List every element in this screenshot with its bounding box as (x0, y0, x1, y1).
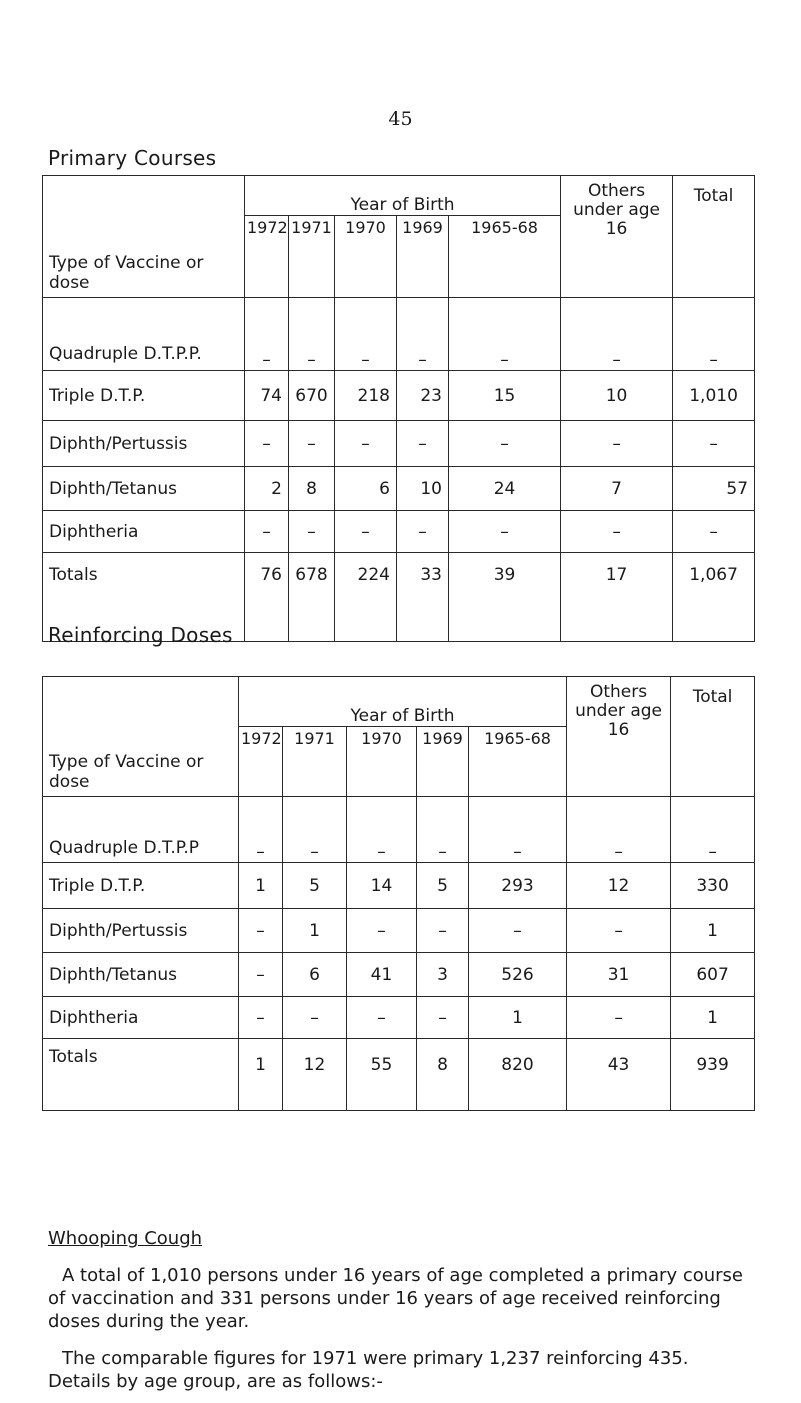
cell-value: – (449, 511, 561, 553)
cell-value: 218 (335, 371, 397, 421)
row-label: Diphtheria (43, 997, 239, 1039)
table-row (43, 298, 755, 371)
row-label: Diphth/Tetanus (43, 467, 245, 511)
cell-value: – (469, 797, 567, 863)
table-row (43, 511, 755, 553)
cell-value: – (561, 298, 673, 371)
cell-value: – (239, 997, 283, 1039)
cell-value: 57 (673, 467, 755, 511)
type-of-vaccine-header: Type of Vaccine or dose (43, 176, 245, 298)
cell-value: – (417, 909, 469, 953)
year-header: 1971 (289, 216, 335, 298)
cell-value: – (449, 298, 561, 371)
cell-value: – (245, 511, 289, 553)
cell-value: 678 (289, 553, 335, 642)
cell-value: – (561, 421, 673, 467)
cell-value: 939 (671, 1039, 755, 1111)
cell-value: 5 (417, 863, 469, 909)
table-row (43, 1039, 755, 1111)
table-row (43, 997, 755, 1039)
whooping-cough-heading: Whooping Cough (48, 1228, 203, 1249)
year-of-birth-header: Year of Birth (239, 677, 567, 727)
row-label: Triple D.T.P. (43, 863, 239, 909)
year-header: 1969 (397, 216, 449, 298)
cell-value: 39 (449, 553, 561, 642)
cell-value: 76 (245, 553, 289, 642)
cell-value: – (397, 511, 449, 553)
cell-value: – (397, 298, 449, 371)
cell-value: 33 (397, 553, 449, 642)
cell-value: 1 (469, 997, 567, 1039)
whooping-paragraph-1: A total of 1,010 persons under 16 years of age completed a primary course of vaccination and 331 persons under 16 years of age received reinforcing doses during the year. (48, 1265, 743, 1332)
cell-value: – (335, 421, 397, 467)
row-label: Diphth/Pertussis (43, 909, 239, 953)
cell-value: – (239, 797, 283, 863)
year-header: 1972 (245, 216, 289, 298)
row-label: Quadruple D.T.P.P (43, 797, 239, 863)
year-header: 1971 (283, 727, 347, 797)
cell-value: – (289, 298, 335, 371)
cell-value: 526 (469, 953, 567, 997)
cell-value: 41 (347, 953, 417, 997)
year-header: 1965-68 (469, 727, 567, 797)
cell-value: – (449, 421, 561, 467)
total-header: Total (673, 176, 755, 298)
year-header: 1972 (239, 727, 283, 797)
cell-value: 17 (561, 553, 673, 642)
cell-value: – (245, 421, 289, 467)
cell-value: – (673, 511, 755, 553)
table-row (43, 371, 755, 421)
reinforcing-doses-title: Reinforcing Doses (48, 623, 233, 647)
cell-value: – (671, 797, 755, 863)
cell-value: 6 (283, 953, 347, 997)
row-label: Quadruple D.T.P.P. (43, 298, 245, 371)
row-label: Triple D.T.P. (43, 371, 245, 421)
cell-value: 15 (449, 371, 561, 421)
cell-value: 23 (397, 371, 449, 421)
others-under-16-header: Others under age 16 (567, 677, 671, 797)
cell-value: 1 (239, 1039, 283, 1111)
cell-value: 8 (289, 467, 335, 511)
cell-value: – (673, 298, 755, 371)
row-label: Diphth/Pertussis (43, 421, 245, 467)
cell-value: – (567, 797, 671, 863)
cell-value: 3 (417, 953, 469, 997)
year-of-birth-header: Year of Birth (245, 176, 561, 216)
cell-value: 1 (671, 997, 755, 1039)
year-header: 1965-68 (449, 216, 561, 298)
cell-value: – (397, 421, 449, 467)
cell-value: – (469, 909, 567, 953)
cell-value: – (417, 997, 469, 1039)
page-number: 45 (388, 108, 413, 130)
primary-courses-table (42, 175, 755, 642)
cell-value: 1,010 (673, 371, 755, 421)
table-row (43, 863, 755, 909)
cell-value: 10 (397, 467, 449, 511)
cell-value: – (561, 511, 673, 553)
cell-value: 293 (469, 863, 567, 909)
row-label: Totals (43, 1039, 239, 1111)
cell-value: – (289, 421, 335, 467)
cell-value: 5 (283, 863, 347, 909)
table-row (43, 421, 755, 467)
row-label: Totals (43, 553, 245, 642)
cell-value: 6 (335, 467, 397, 511)
cell-value: 1 (671, 909, 755, 953)
whooping-paragraph-2: The comparable figures for 1971 were primary 1,237 reinforcing 435. Details by age group, are as follows:- (48, 1348, 689, 1392)
primary-courses-title: Primary Courses (48, 146, 217, 170)
cell-value: 820 (469, 1039, 567, 1111)
cell-value: 12 (283, 1039, 347, 1111)
cell-value: 1 (239, 863, 283, 909)
cell-value: – (417, 797, 469, 863)
cell-value: – (567, 997, 671, 1039)
cell-value: – (335, 511, 397, 553)
cell-value: 1 (283, 909, 347, 953)
cell-value: – (283, 797, 347, 863)
cell-value: – (673, 421, 755, 467)
cell-value: – (289, 511, 335, 553)
others-under-16-header: Others under age 16 (561, 176, 673, 298)
cell-value: 607 (671, 953, 755, 997)
cell-value: – (567, 909, 671, 953)
cell-value: 1,067 (673, 553, 755, 642)
table-row (43, 909, 755, 953)
cell-value: 24 (449, 467, 561, 511)
row-label: Diphtheria (43, 511, 245, 553)
cell-value: 14 (347, 863, 417, 909)
cell-value: 74 (245, 371, 289, 421)
total-header: Total (671, 677, 755, 797)
reinforcing-doses-table (42, 676, 755, 1111)
cell-value: 224 (335, 553, 397, 642)
cell-value: – (347, 909, 417, 953)
cell-value: – (239, 953, 283, 997)
cell-value: – (347, 797, 417, 863)
year-header: 1970 (335, 216, 397, 298)
cell-value: 7 (561, 467, 673, 511)
cell-value: 8 (417, 1039, 469, 1111)
cell-value: 43 (567, 1039, 671, 1111)
cell-value: – (283, 997, 347, 1039)
table-row (43, 467, 755, 511)
cell-value: 12 (567, 863, 671, 909)
year-header: 1970 (347, 727, 417, 797)
cell-value: – (347, 997, 417, 1039)
cell-value: 10 (561, 371, 673, 421)
row-label: Diphth/Tetanus (43, 953, 239, 997)
cell-value: – (239, 909, 283, 953)
cell-value: 31 (567, 953, 671, 997)
cell-value: 55 (347, 1039, 417, 1111)
table-row (43, 953, 755, 997)
cell-value: 670 (289, 371, 335, 421)
cell-value: – (335, 298, 397, 371)
table-row (43, 797, 755, 863)
cell-value: 330 (671, 863, 755, 909)
type-of-vaccine-header: Type of Vaccine or dose (43, 677, 239, 797)
year-header: 1969 (417, 727, 469, 797)
cell-value: 2 (245, 467, 289, 511)
cell-value: – (245, 298, 289, 371)
